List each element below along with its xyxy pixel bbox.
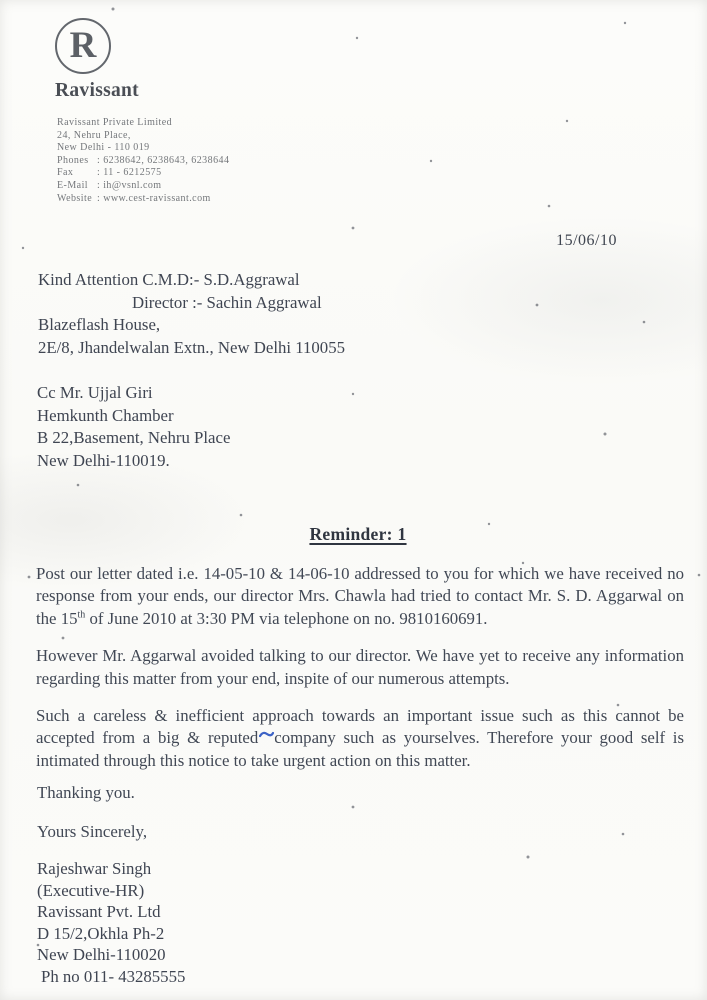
cc-block [37, 382, 230, 472]
cc-address-line-2: B 22,Basement, Nehru Place [37, 428, 231, 447]
logo-letter: R [69, 24, 97, 66]
brand-name: Ravissant [55, 80, 139, 101]
recipient-address-line-2: 2E/8, Jhandelwalan Extn., New Delhi 110055 [38, 337, 345, 357]
director-line: Director :- Sachin Aggrawal [132, 292, 322, 312]
letterhead-address-block [57, 117, 229, 205]
recipient-block [38, 269, 345, 359]
signatory-address-line-1: D 15/2,Okhla Ph-2 [37, 923, 165, 943]
cc-address-line-3: New Delhi-110019. [37, 450, 170, 470]
website-line: Website : www.cest-ravissant.com [57, 192, 211, 204]
signatory-phone: Ph no 011- 43285555 [41, 966, 186, 986]
signature-block [37, 858, 185, 988]
paragraph-2: However Mr. Aggarwal avoided talking to our director. We have yet to receive any information regarding this matter from your end, inspite of our numerous attempts. [36, 646, 684, 688]
signatory-title: (Executive-HR) [37, 880, 145, 900]
letter-body [36, 563, 684, 787]
blue-pen-mark [259, 730, 274, 739]
signatory-address-line-2: New Delhi-110020 [37, 945, 166, 965]
sincerely-line: Yours Sincerely, [37, 822, 148, 841]
attention-line: Kind Attention C.M.D:- S.D.Aggrawal [38, 270, 300, 289]
scan-noise-specks [0, 0, 2, 2]
phones-line: Phones : 6238642, 6238643, 6238644 [57, 154, 230, 166]
fax-line: Fax : 11 - 6212575 [57, 167, 162, 179]
company-city-line: New Delhi - 110 019 [57, 142, 150, 154]
company-name-line: Ravissant Private Limited [57, 117, 173, 128]
subject-row [34, 524, 682, 545]
paragraph-3: Such a careless & inefficient approach towards an important issue such as this cannot be accepted from a big & reputed company such as yourselves. Therefore your good self is intimated through this notice to take urgent action on this matter. [36, 706, 685, 770]
cc-name-line: Cc Mr. Ujjal Giri [37, 383, 153, 402]
ravissant-logo [55, 18, 111, 74]
signatory-company: Ravissant Pvt. Ltd [37, 902, 161, 922]
subject-heading: Reminder: 1 [309, 524, 407, 544]
thanking-line: Thanking you. [37, 783, 135, 802]
paragraph-1: Post our letter dated i.e. 14-05-10 & 14-06-10 addressed to you for which we have received no response from your ends, our director Mrs. Chawla had tried to contact Mr. S. D. Aggarwal on the 15th of June 2010 at 3:30 PM via telephone on no. 9810160691. [36, 564, 684, 628]
ordinal-superscript: th [77, 609, 86, 621]
email-line: E-Mail : ih@vsnl.com [57, 179, 162, 191]
letter-date: 15/06/10 [556, 232, 617, 249]
company-street-line: 24, Nehru Place, [57, 129, 131, 141]
signatory-name: Rajeshwar Singh [37, 859, 152, 878]
recipient-address-line-1: Blazeflash House, [38, 315, 161, 334]
cc-address-line-1: Hemkunth Chamber [37, 405, 174, 425]
